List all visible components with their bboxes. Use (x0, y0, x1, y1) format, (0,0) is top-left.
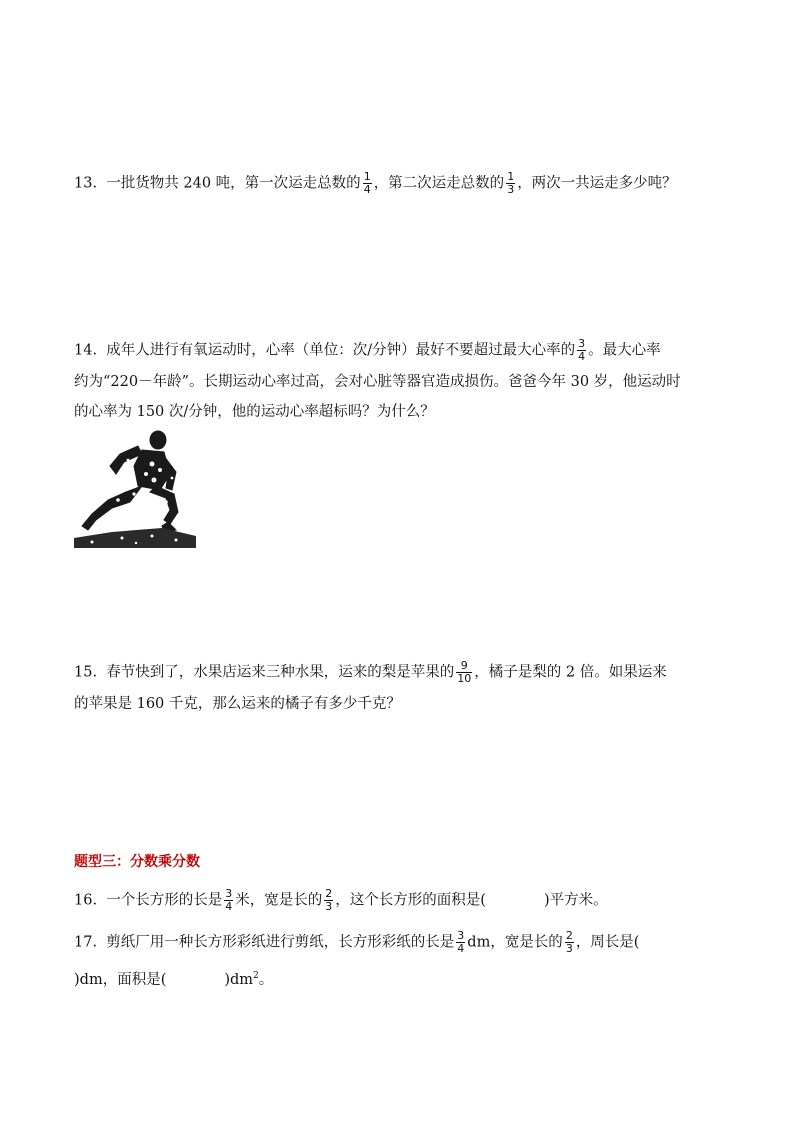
question-17-line-2 (74, 966, 273, 990)
question-text: 一批货物共 240 吨，第一次运走总数的 (106, 175, 361, 192)
question-text: )dm (224, 971, 254, 988)
question-text: 米，宽是长的 (235, 892, 323, 909)
question-number: 14. (74, 342, 98, 359)
runner-illustration-icon (72, 428, 198, 552)
question-text: ，周长是( (575, 934, 640, 951)
question-13 (74, 171, 677, 196)
question-text: ，橘子是梨的 2 倍。如果运来 (474, 664, 667, 681)
question-text: 剪纸厂用一种长方形彩纸进行剪纸，长方形彩纸的长是 (106, 934, 455, 951)
fraction: $\frac{2}{3}$ (325, 887, 333, 913)
fraction: $\frac{1}{4}$ (363, 170, 371, 196)
fraction: $\frac{1}{3}$ (507, 170, 515, 196)
question-text: 。最大心率 (588, 342, 661, 359)
question-17-line-1 (74, 930, 639, 955)
question-text: ，两次一共运走多少吨？ (517, 175, 677, 192)
question-15-line-2: 的苹果是 160 千克，那么运来的橘子有多少千克？ (74, 696, 401, 712)
fraction: $\frac{9}{10}$ (457, 659, 472, 685)
fraction: $\frac{3}{4}$ (457, 929, 465, 955)
question-16 (74, 888, 608, 913)
section-heading: 题型三：分数乘分数 (74, 854, 200, 870)
question-14-line-3: 的心率为 150 次/分钟，他的运动心率超标吗？为什么？ (74, 404, 435, 420)
question-text: 春节快到了，水果店运来三种水果，运来的梨是苹果的 (106, 664, 455, 681)
question-14-line-1 (74, 338, 661, 363)
question-text: ，第二次运走总数的 (373, 175, 505, 192)
question-number: 13. (74, 175, 98, 192)
question-text: 一个长方形的长是 (106, 892, 223, 909)
question-number: 16. (74, 892, 98, 909)
unit-exponent: 2 (253, 971, 259, 981)
fraction: $\frac{2}{3}$ (565, 929, 573, 955)
question-text: 。 (258, 971, 274, 988)
question-15-line-1 (74, 660, 667, 685)
question-text: 成年人进行有氧运动时，心率（单位：次/分钟）最好不要超过最大心率的 (106, 342, 576, 359)
fraction: $\frac{3}{4}$ (578, 337, 586, 363)
question-text: )dm，面积是( (74, 971, 167, 988)
fraction: $\frac{3}{4}$ (225, 887, 233, 913)
question-number: 17. (74, 934, 98, 951)
question-number: 15. (74, 664, 98, 681)
question-text: ，这个长方形的面积是( (335, 892, 486, 909)
question-text: )平方米。 (543, 892, 608, 909)
question-14-line-2: 约为“220－年龄”。长期运动心率过高，会对心脏等器官造成损伤。爸爸今年 30 岁，他运动时 (74, 374, 681, 390)
question-text: dm，宽是长的 (467, 934, 563, 951)
